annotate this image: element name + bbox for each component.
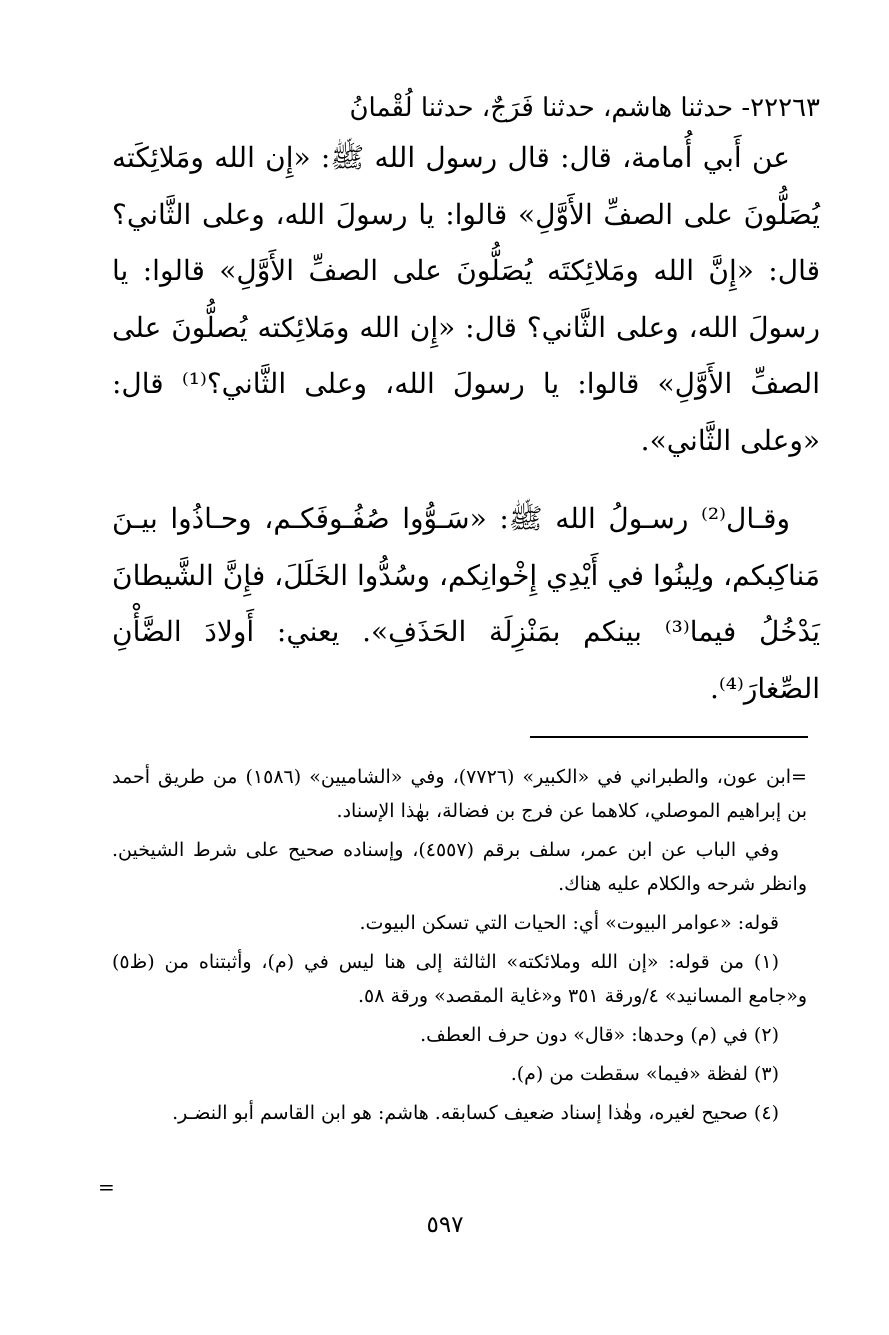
footnote-3: (٣) لفظة «فيما» سقطت من (م). <box>510 1063 779 1085</box>
footnotes-block <box>112 760 807 1135</box>
footnote-4: (٤) صحيح لغيره، وهٰذا إسناد ضعيف كسابقه. هاشم: هو ابن القاسم أبو النضـر. <box>172 1102 779 1124</box>
hadith-paragraph-1: عن أَبي أُمامة، قال: قال رسول الله ﷺ: «إِن الله ومَلائِكَته يُصَلُّونَ على الصفِّ الأَوَّلِ» قالوا: يا رسولَ الله، وعلى الثَّاني؟ قال: «إِنَّ الله ومَلائِكتَه يُصَلُّونَ على الصفِّ الأَوَّلِ» قالوا: يا رسولَ الله، وعلى الثَّاني؟ قال: «إِن الله ومَلائِكته يُصلُّونَ على الصفِّ الأَوَّلِ» قالوا: يا رسولَ الله، وعلى الثَّاني؟⁽¹⁾ قال: «وعلى الثَّاني». <box>112 141 820 457</box>
main-text-block <box>112 86 820 717</box>
footnote-gloss: قوله: «عوامر البيوت» أي: الحيات التي تسكن البيوت. <box>359 912 779 934</box>
hadith-paragraph-2: وقـال⁽²⁾ رسـولُ الله ﷺ: «سَـوُّوا صُفُـوفَكـم، وحـاذُوا بيـنَ مَناكِبكم، ولِينُوا في أَيْدِي إِخْوانِكم، وسُدُّوا الخَلَلَ، فإِنَّ الشَّيطانَ يَدْخُلُ فيما⁽³⁾ بينكم بمَنْزِلَة الحَذَفِ». يعني: أَولادَ الضَّأْنِ الصِّغارَ⁽⁴⁾. <box>112 502 820 705</box>
footnote-2: (٢) في (م) وحدها: «قال» دون حرف العطف. <box>420 1024 779 1046</box>
continuation-mark: = <box>98 1175 115 1199</box>
footnote-1: (١) من قوله: «إن الله وملائكته» الثالثة إلى هنا ليس في (م)، وأثبتناه من (ظ٥) و«جامع المسانيد» ٤/ورقة ٣٥١ و«غاية المقصد» ورقة ٥٨. <box>112 951 807 1007</box>
hadith-heading: ٢٢٢٦٣- حدثنا هاشم، حدثنا فَرَجٌ، حدثنا لُقْمانُ <box>349 93 820 123</box>
footnote-separator <box>530 736 808 738</box>
page-number: ٥٩٧ <box>426 1212 464 1238</box>
footnote-chapter-note: وفي الباب عن ابن عمر، سلف برقم (٤٥٥٧)، وإسناده صحيح على شرط الشيخين. وانظر شرحه والكلام عليه هناك. <box>112 839 807 895</box>
footnote-continuation: =ابن عون، والطبراني في «الكبير» (٧٧٢٦)، وفي «الشاميين» (١٥٨٦) من طريق أحمد بن إبراهيم الموصلي، كلاهما عن فرج بن فضالة، بهٰذا الإسناد. <box>112 766 807 822</box>
